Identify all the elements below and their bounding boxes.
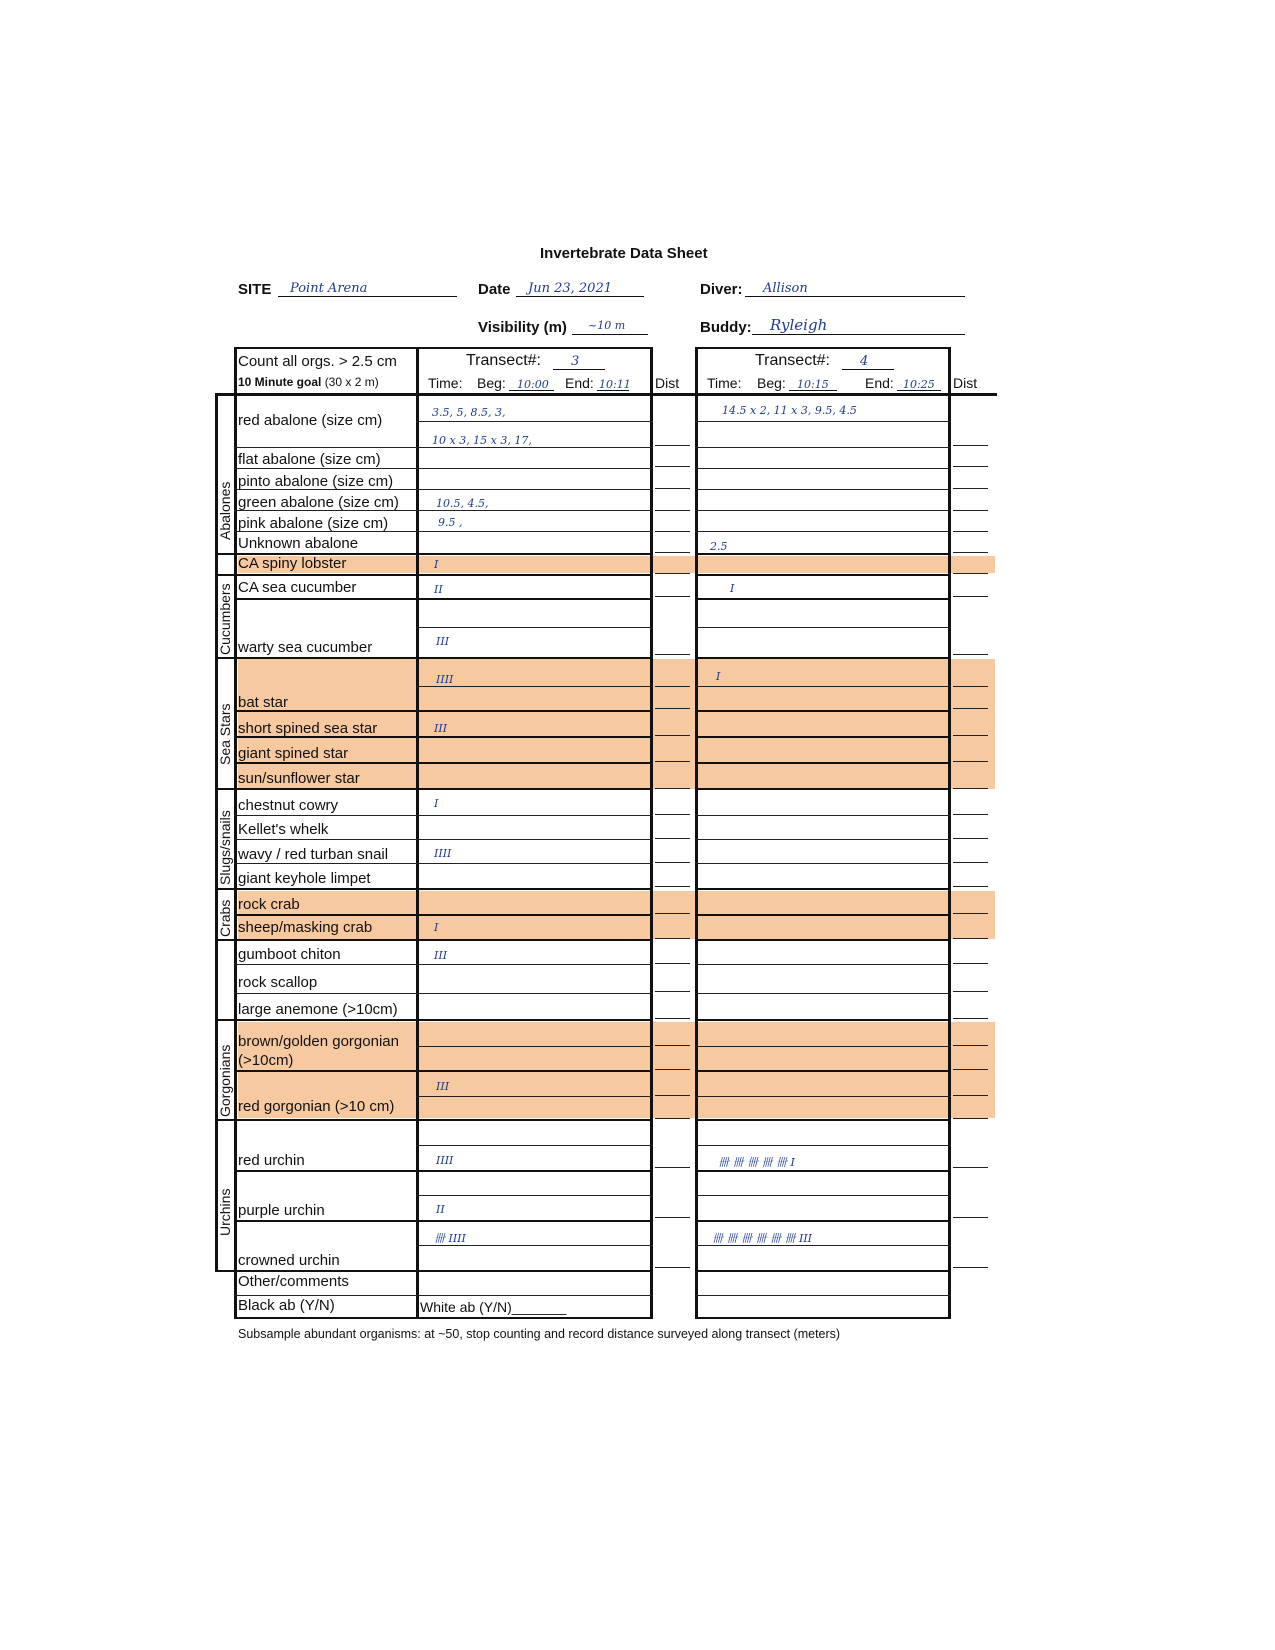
t3-warty-sea-cucumber: III [436, 635, 450, 648]
dist-entry-line[interactable] [953, 686, 988, 687]
table-row-line [695, 964, 951, 965]
row-wavy-red-turban-snail: wavy / red turban snail [238, 846, 389, 863]
group-slugs-snails: Slugs/snails [217, 810, 233, 885]
t4-transect-field[interactable] [842, 352, 894, 370]
goal-rest: (30 x 2 m) [324, 375, 379, 389]
t3-red-gorgonian: III [436, 1080, 450, 1093]
diver-value: Allison [763, 281, 808, 296]
buddy-label: Buddy: [700, 319, 752, 336]
dist-entry-line[interactable] [953, 991, 988, 992]
table-row-line [695, 1270, 951, 1272]
table-row-line [695, 1145, 951, 1146]
t3-dist-label: Dist [655, 375, 680, 391]
t4-dist-label: Dist [953, 375, 978, 391]
t4-ca-sea-cucumber: I [730, 582, 735, 595]
t3-red-abalone-1: 3.5, 5, 8.5, 3, [432, 406, 506, 419]
group-abalones: Abalones [217, 481, 233, 540]
dist-entry-line[interactable] [953, 862, 988, 863]
footer-note: Subsample abundant organisms: at ~50, stop counting and record distance surveyed along transect (meters) [238, 1327, 841, 1341]
table-row-line [234, 1220, 653, 1222]
dist-entry-line[interactable] [655, 531, 690, 532]
dist-entry-line[interactable] [655, 991, 690, 992]
col-label-left-border [234, 347, 237, 1319]
table-row-line [695, 863, 951, 864]
t3-transect-field[interactable] [553, 352, 605, 370]
row-bat-star: bat star [238, 694, 289, 711]
table-row-line [695, 1019, 951, 1021]
dist-entry-line[interactable] [655, 1167, 690, 1168]
t3-beg-value: 10:00 [517, 378, 549, 391]
dist-entry-line[interactable] [655, 938, 690, 939]
t4-beg-field[interactable] [789, 375, 837, 391]
table-row-line [234, 1317, 653, 1319]
dist-entry-line[interactable] [953, 488, 988, 489]
row-sun-sunflower-star: sun/sunflower star [238, 770, 360, 787]
col-t4-left-border [695, 347, 698, 1319]
dist-entry-line[interactable] [655, 445, 690, 446]
band-spiny-lobster [238, 556, 995, 573]
buddy-field[interactable] [752, 316, 965, 335]
group-separator-line [215, 553, 236, 555]
row-brown-golden-gorgonian: brown/golden gorgonian [238, 1033, 399, 1050]
group-separator-line [215, 939, 236, 941]
dist-entry-line[interactable] [655, 1118, 690, 1119]
dist-entry-line[interactable] [655, 838, 690, 839]
group-separator-line [215, 1019, 236, 1021]
row-red-abalone: red abalone (size cm) [238, 412, 383, 429]
table-row-line [234, 993, 653, 994]
table-row-line [695, 598, 951, 600]
row-black-ab: Black ab (Y/N) [238, 1297, 335, 1314]
table-row-line [416, 421, 653, 422]
t3-end-label: End: [565, 375, 594, 391]
row-pink-abalone: pink abalone (size cm) [238, 515, 389, 532]
table-row-line [234, 939, 653, 941]
group-separator-line [215, 788, 236, 790]
dist-entry-line[interactable] [655, 886, 690, 887]
group-crabs: Crabs [217, 899, 233, 937]
row-large-anemone: large anemone (>10cm) [238, 1001, 398, 1018]
dist-entry-line[interactable] [655, 788, 690, 789]
site-value: Point Arena [290, 281, 368, 296]
table-row-line [416, 1096, 653, 1097]
table-row-line [234, 1070, 653, 1072]
table-row-line [695, 888, 951, 890]
t4-red-abalone: 14.5 x 2, 11 x 3, 9.5, 4.5 [722, 404, 857, 417]
group-separator-line [215, 657, 236, 659]
table-row-line [695, 531, 951, 532]
t4-time-label: Time: [707, 375, 742, 391]
dist-entry-line[interactable] [953, 1018, 988, 1019]
table-row-line [234, 574, 653, 576]
dist-entry-line[interactable] [953, 596, 988, 597]
count-note: Count all orgs. > 2.5 cm [238, 353, 397, 370]
table-row-line [695, 421, 951, 422]
row-other-comments: Other/comments [238, 1273, 349, 1290]
table-row-line [695, 627, 951, 628]
dist-entry-line[interactable] [655, 573, 690, 574]
visibility-value: ~10 m [588, 319, 626, 332]
dist-entry-line[interactable] [953, 708, 988, 709]
row-flat-abalone: flat abalone (size cm) [238, 451, 381, 468]
table-row-line [695, 1096, 951, 1097]
diver-field[interactable] [745, 279, 965, 297]
col-t4-right-border [948, 347, 951, 1319]
dist-entry-line[interactable] [953, 1045, 988, 1046]
row-giant-spined-star: giant spined star [238, 745, 349, 762]
table-row-line [695, 510, 951, 511]
table-row-line [695, 815, 951, 816]
table-row-line [695, 553, 951, 555]
t3-red-urchin: IIII [436, 1154, 454, 1167]
dist-entry-line[interactable] [655, 761, 690, 762]
table-row-line [234, 762, 653, 764]
group-cucumbers: Cucumbers [217, 583, 233, 655]
dist-entry-line[interactable] [953, 938, 988, 939]
t3-end-value: 10:11 [599, 378, 631, 391]
table-row-line [695, 1295, 951, 1296]
t3-sheep-masking-crab: I [434, 921, 439, 934]
dist-entry-line[interactable] [953, 913, 988, 914]
dist-entry-line[interactable] [953, 654, 988, 655]
table-row-line [695, 710, 951, 712]
t4-unknown-abalone: 2.5 [710, 540, 728, 553]
group-urchins: Urchins [217, 1188, 233, 1236]
dist-entry-line[interactable] [655, 913, 690, 914]
dist-entry-line[interactable] [953, 1167, 988, 1168]
table-row-line [695, 686, 951, 687]
date-label: Date [478, 281, 511, 298]
dist-entry-line[interactable] [953, 531, 988, 532]
table-top-left [234, 347, 653, 349]
t3-transect-label: Transect#: [466, 352, 541, 369]
dist-entry-line[interactable] [953, 1217, 988, 1218]
row-sheep-masking-crab: sheep/masking crab [238, 919, 373, 936]
row-giant-keyhole-limpet: giant keyhole limpet [238, 870, 371, 887]
t3-short-spined-sea-star: III [434, 722, 448, 735]
table-row-line [416, 1145, 653, 1146]
dist-entry-line[interactable] [953, 573, 988, 574]
group-gorgonians: Gorgonians [217, 1044, 233, 1117]
dist-entry-line[interactable] [655, 1217, 690, 1218]
table-row-line [695, 1317, 951, 1319]
table-row-line [234, 1170, 653, 1172]
t4-bat-star: I [716, 670, 721, 683]
table-row-line [234, 447, 653, 448]
dist-entry-line[interactable] [655, 708, 690, 709]
t4-end-label: End: [865, 375, 894, 391]
t4-beg-value: 10:15 [797, 378, 829, 391]
table-row-line [234, 598, 653, 600]
t4-red-urchin: 卌 卌 卌 卌 卌 I [718, 1156, 795, 1169]
buddy-value: Ryleigh [770, 316, 828, 334]
t4-crowned-urchin: 卌 卌 卌 卌 卌 卌 III [712, 1232, 813, 1245]
dist-entry-line[interactable] [953, 838, 988, 839]
t3-bat-star: IIII [436, 673, 454, 686]
dist-entry-line[interactable] [655, 814, 690, 815]
t4-transect-number: 4 [860, 354, 869, 369]
row-chestnut-cowry: chestnut cowry [238, 797, 339, 814]
t4-transect-label: Transect#: [755, 352, 830, 369]
dist-entry-line[interactable] [655, 686, 690, 687]
dist-entry-line[interactable] [953, 1095, 988, 1096]
goal-note [238, 375, 379, 389]
dist-entry-line[interactable] [953, 1267, 988, 1268]
table-row-line [695, 1046, 951, 1047]
dist-entry-line[interactable] [655, 466, 690, 467]
table-row-line [695, 468, 951, 469]
row-red-urchin: red urchin [238, 1152, 305, 1169]
dist-entry-line[interactable] [953, 886, 988, 887]
table-row-line [234, 1119, 653, 1121]
table-row-line [695, 736, 951, 738]
row-rock-scallop: rock scallop [238, 974, 318, 991]
date-field[interactable] [516, 279, 644, 297]
site-label: SITE [238, 281, 272, 298]
table-row-line [695, 762, 951, 764]
group-sea-stars: Sea Stars [217, 703, 233, 765]
table-row-line [234, 964, 653, 965]
dist-entry-line[interactable] [655, 1069, 690, 1070]
table-row-line [695, 939, 951, 941]
dist-entry-line[interactable] [953, 761, 988, 762]
table-row-line [234, 468, 653, 469]
t3-chestnut-cowry: I [434, 797, 439, 810]
row-ca-spiny-lobster: CA spiny lobster [238, 555, 347, 572]
t3-transect-number: 3 [571, 354, 580, 369]
group-separator-line [215, 1119, 236, 1121]
dist-entry-line[interactable] [655, 735, 690, 736]
table-row-line [695, 1170, 951, 1172]
dist-entry-line[interactable] [953, 963, 988, 964]
date-value: Jun 23, 2021 [528, 281, 612, 296]
t4-beg-label: Beg: [757, 375, 786, 391]
sheet-title: Invertebrate Data Sheet [540, 245, 708, 262]
t3-end-field[interactable] [597, 375, 629, 391]
header-bottom-border [215, 393, 997, 396]
dist-entry-line[interactable] [953, 552, 988, 553]
table-row-line [695, 839, 951, 840]
dist-entry-line[interactable] [953, 510, 988, 511]
table-row-line [695, 574, 951, 576]
site-field[interactable] [278, 279, 457, 297]
table-row-line [695, 1195, 951, 1196]
t3-ca-sea-cucumber: II [434, 583, 443, 596]
dist-entry-line[interactable] [953, 1118, 988, 1119]
table-row-line [234, 914, 653, 916]
dist-entry-line[interactable] [655, 596, 690, 597]
dist-entry-line[interactable] [655, 963, 690, 964]
table-row-line [234, 788, 653, 790]
table-row-line [234, 839, 653, 840]
t3-beg-label: Beg: [477, 375, 506, 391]
visibility-field[interactable] [572, 316, 648, 335]
dist-entry-line[interactable] [655, 1095, 690, 1096]
dist-entry-line[interactable] [953, 788, 988, 789]
dist-entry-line[interactable] [655, 862, 690, 863]
table-row-line [695, 489, 951, 490]
table-row-line [416, 627, 653, 628]
table-row-line [416, 1046, 653, 1047]
diver-label: Diver: [700, 281, 743, 298]
table-row-line [234, 1019, 653, 1021]
table-row-line [695, 447, 951, 448]
row-short-spined-sea-star: short spined sea star [238, 720, 378, 737]
t3-green-abalone: 10.5, 4.5, [436, 497, 489, 510]
row-rock-crab: rock crab [238, 896, 300, 913]
group-separator-line [215, 1270, 236, 1272]
col-t3-left-border [416, 347, 419, 1319]
table-row-line [695, 914, 951, 916]
table-row-line [234, 888, 653, 890]
dist-entry-line[interactable] [655, 552, 690, 553]
table-row-line [695, 1070, 951, 1072]
table-row-line [234, 1270, 653, 1272]
t4-end-value: 10:25 [903, 378, 935, 391]
row-red-gorgonian: red gorgonian (>10 cm) [238, 1098, 395, 1115]
row-green-abalone: green abalone (size cm) [238, 494, 399, 511]
dist-entry-line[interactable] [655, 1045, 690, 1046]
row-kellets-whelk: Kellet's whelk [238, 821, 329, 838]
table-row-line [695, 657, 951, 659]
dist-entry-line[interactable] [655, 1018, 690, 1019]
dist-entry-line[interactable] [953, 814, 988, 815]
col-t3-right-border [650, 347, 653, 1319]
t3-pink-abalone: 9.5 , [438, 516, 463, 529]
t3-beg-field[interactable] [509, 375, 554, 391]
t3-wavy-red-turban-snail: IIII [434, 847, 452, 860]
t3-purple-urchin: II [436, 1203, 445, 1216]
table-row-line [234, 710, 653, 712]
dist-entry-line[interactable] [953, 1069, 988, 1070]
table-row-line [695, 993, 951, 994]
t3-red-abalone-2: 10 x 3, 15 x 3, 17, [432, 434, 532, 447]
row-brown-golden-gorgonian-size: (>10cm) [238, 1052, 294, 1069]
table-row-line [416, 686, 653, 687]
table-row-line [695, 1119, 951, 1121]
dist-entry-line[interactable] [655, 510, 690, 511]
table-row-line [234, 863, 653, 864]
dist-entry-line[interactable] [655, 1267, 690, 1268]
t3-ca-spiny-lobster: I [434, 558, 439, 571]
table-row-line [695, 1220, 951, 1222]
row-purple-urchin: purple urchin [238, 1202, 325, 1219]
table-row-line [234, 815, 653, 816]
row-ca-sea-cucumber: CA sea cucumber [238, 579, 357, 596]
table-top-right [695, 347, 951, 349]
t3-time-label: Time: [428, 375, 463, 391]
table-row-line [234, 657, 653, 659]
row-unknown-abalone: Unknown abalone [238, 535, 359, 552]
group-separator-line [215, 888, 236, 890]
dist-entry-line[interactable] [655, 488, 690, 489]
goal-bold: 10 Minute goal [238, 375, 322, 389]
row-warty-sea-cucumber: warty sea cucumber [238, 639, 373, 656]
group-separator-line [215, 574, 236, 576]
row-gumboot-chiton: gumboot chiton [238, 946, 341, 963]
t3-crowned-urchin: 卌 IIII [434, 1232, 466, 1245]
table-row-line [695, 788, 951, 790]
dist-entry-line[interactable] [953, 445, 988, 446]
row-pinto-abalone: pinto abalone (size cm) [238, 473, 394, 490]
table-row-line [416, 1195, 653, 1196]
dist-entry-line[interactable] [953, 466, 988, 467]
dist-entry-line[interactable] [655, 654, 690, 655]
t3-gumboot-chiton: III [434, 949, 448, 962]
visibility-label: Visibility (m) [478, 319, 567, 336]
dist-entry-line[interactable] [953, 735, 988, 736]
row-white-ab: White ab (Y/N)_______ [420, 1299, 567, 1315]
t4-end-field[interactable] [897, 375, 941, 391]
row-crowned-urchin: crowned urchin [238, 1252, 340, 1269]
table-row-line [234, 1295, 653, 1296]
